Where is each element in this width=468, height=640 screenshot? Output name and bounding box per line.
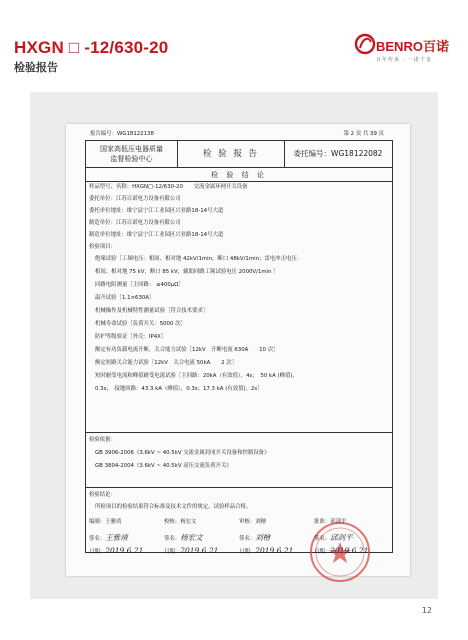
reviewer-signature: 签名：刘檜 xyxy=(239,533,271,542)
compiler-role: 编制：王雅靖 xyxy=(89,519,122,525)
basis-standard: GB 3906-2006《3.6kV ~ 40.5kV 交流金属封闭开关设备和控制设备》 xyxy=(95,450,270,456)
test-item: 机械操作及机械特性测量试验［符合技术要求］ xyxy=(95,308,209,314)
conclusion-text: 所检项目的检验结果符合标准及技术文件的规定，试验样品合格。 xyxy=(95,504,252,510)
divider xyxy=(86,432,392,433)
brand-mark-icon xyxy=(354,33,376,55)
test-item: 额定短路关合能力试验［12kV 关合电流 50kA 2 次］ xyxy=(95,360,238,366)
report-title: 检 验 报 告 xyxy=(178,141,285,167)
test-item: 额定有功负载电流开断，关合能力试验［12kV 开断电流 630A 10 次］ xyxy=(95,347,279,353)
test-item: 短时耐受电流和峰值耐受电流试验［主回路：20kA（有效值），4s； 50 kA (峰值)， xyxy=(95,373,298,379)
checker-signature: 签名：杨宏文 xyxy=(164,533,203,542)
reviewer-role: 审核：刘檜 xyxy=(239,519,266,525)
page-count: 第 2 页 共 39 页 xyxy=(343,131,384,137)
maker-address-line: 制造单位地址：维宁县宁江工业园区兴业路18-14号大道 xyxy=(89,232,224,238)
page-number: 12 xyxy=(421,606,432,615)
brand-logo xyxy=(354,30,449,74)
reviewer-date: 日期：2019.6.21 xyxy=(239,546,294,555)
report-number: 报告编号：WG18122138 xyxy=(90,131,154,137)
test-item: 防护等级验证［外壳：IP4X］ xyxy=(95,334,167,340)
basis-standard: GB 3804-2004《3.6kV ~ 40.5kV 高压交流负荷开关》 xyxy=(95,463,232,469)
sample-line: 样品型号、名称：HXGN□-12/630-20 交流金属环网开关设备 xyxy=(89,184,248,190)
testing-center-name: 国家高低压电器质量 监督检验中心 xyxy=(86,141,178,167)
report-header-table xyxy=(85,140,393,182)
commission-number: 委托编号：WG18122082 xyxy=(293,149,383,158)
compiler-signature: 签名：王雅靖 xyxy=(89,533,128,542)
test-item: 0.3s； 接地回路：43.3 kA（峰值），0.3s；17.3 kA (有效值)，2s］ xyxy=(95,386,263,392)
test-item: 温升试验［1.1×630A］ xyxy=(95,295,155,301)
items-label: 检验项目： xyxy=(89,244,116,250)
client-line: 委托单位：江苏百诺电力设备有限公司 xyxy=(89,196,181,202)
report-scan xyxy=(66,124,410,576)
test-item: 机械寿命试验［负荷开关：5000 次］ xyxy=(95,321,186,327)
checker-date: 日期：2019.6.21 xyxy=(164,546,219,555)
basis-label: 检验依据： xyxy=(89,437,116,443)
test-item: 绝缘试验［工频电压：相间、相对地 42kV/1min，断口 48kV/1min；雷电冲击电压： xyxy=(95,256,303,262)
conclusion-title: 检 验 结 论 xyxy=(86,167,392,182)
divider xyxy=(86,487,392,488)
page-subtitle: 检验报告 xyxy=(14,61,58,74)
test-item: 相间、相对地 75 kV，断口 85 kV，辅助回路工频试验电压 2000V/1min ］ xyxy=(95,269,279,275)
test-item: 回路电阻测量［主回路： ≤400μΩ］ xyxy=(95,282,184,288)
approver-date: 日期：2019.6.21 xyxy=(314,546,369,555)
conclusion-label: 检验结论： xyxy=(89,492,116,498)
approver-role: 批准：邱剑平 xyxy=(314,519,347,525)
compiler-date: 日期：2019.6.21 xyxy=(89,546,144,555)
brand-name: BENRO百诺 xyxy=(376,39,449,54)
page-title: HXGN □ -12/630-20 xyxy=(14,38,169,57)
report-body xyxy=(85,180,393,553)
client-address-line: 委托单位地址：维宁县宁江工业园区兴业路18-14号大道 xyxy=(89,208,224,214)
approver-signature: 签名：邱剑平 xyxy=(314,533,353,542)
checker-role: 校核：杨宏文 xyxy=(164,519,197,525)
brand-slogan: 百年传承 · 一诺千金 xyxy=(376,57,432,63)
maker-line: 制造单位：江苏百诺电力设备有限公司 xyxy=(89,220,181,226)
